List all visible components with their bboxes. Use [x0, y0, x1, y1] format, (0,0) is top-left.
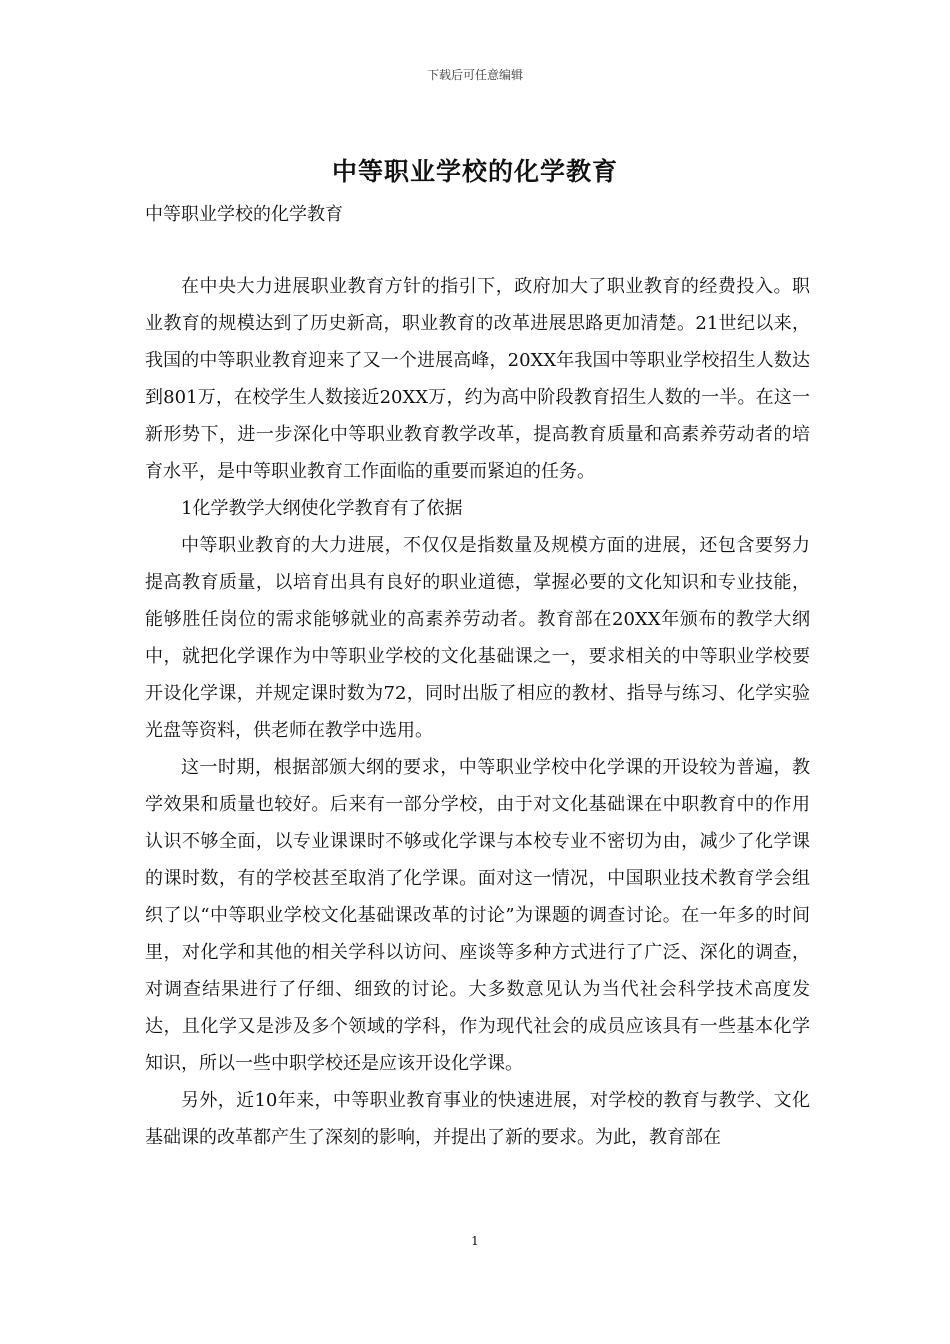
- paragraph: 这一时期，根据部颁大纲的要求，中等职业学校中化学课的开设较为普遍，教学效果和质量也较好。后来有一部分学校，由于对文化基础课在中职教育中的作用认识不够全面，以专业课课时不够或化学课与本校专业不密切为由，减少了化学课的课时数，有的学校甚至取消了化学课。面对这一情况，中国职业技术教育学会组织了以“中等职业学校文化基础课改革的讨论”为课题的调查讨论。在一年多的时间里，对化学和其他的相关学科以访问、座谈等多种方式进行了广泛、深化的调查，对调查结果进行了仔细、细致的讨论。大多数意见认为当代社会科学技术高度发达，且化学又是涉及多个领域的学科，作为现代社会的成员应该具有一些基本化学知识，所以一些中职学校还是应该开设化学课。: [145, 757, 810, 1074]
- paragraph-intro: 在中央大力进展职业教育方针的指引下，政府加大了职业教育的经费投入。职业教育的规模达到了历史新高，职业教育的改革进展思路更加清楚。21世纪以来，我国的中等职业教育迎来了又一个进展高峰，20XX年我国中等职业学校招生人数达到801万，在校学生人数接近20XX万，约为高中阶段教育招生人数的一半。在这一新形势下，进一步深化中等职业教育教学改革，提高教育质量和高素养劳动者的培育水平，是中等职业教育工作面临的重要而紧迫的任务。: [145, 276, 810, 482]
- page-number: 1: [471, 1234, 479, 1248]
- document-subtitle: 中等职业学校的化学教育: [145, 204, 343, 225]
- document-body: [145, 268, 810, 1156]
- section-heading: 1化学教学大纲使化学教育有了依据: [181, 498, 463, 519]
- header-note: 下载后可任意编辑: [426, 68, 523, 82]
- document-title: 中等职业学校的化学教育: [331, 157, 618, 186]
- paragraph: 中等职业教育的大力进展，不仅仅是指数量及规模方面的进展，还包含要努力提高教育质量，以培育出具有良好的职业道德，掌握必要的文化知识和专业技能，能够胜任岗位的需求能够就业的高素养劳动者。教育部在20XX年颁布的教学大纲中，就把化学课作为中等职业学校的文化基础课之一，要求相关的中等职业学校要开设化学课，并规定课时数为72，同时出版了相应的教材、指导与练习、化学实验光盘等资料，供老师在教学中选用。: [145, 535, 810, 741]
- paragraph: 另外，近10年来，中等职业教育事业的快速进展，对学校的教育与教学、文化基础课的改革都产生了深刻的影响，并提出了新的要求。为此，教育部在: [145, 1090, 810, 1148]
